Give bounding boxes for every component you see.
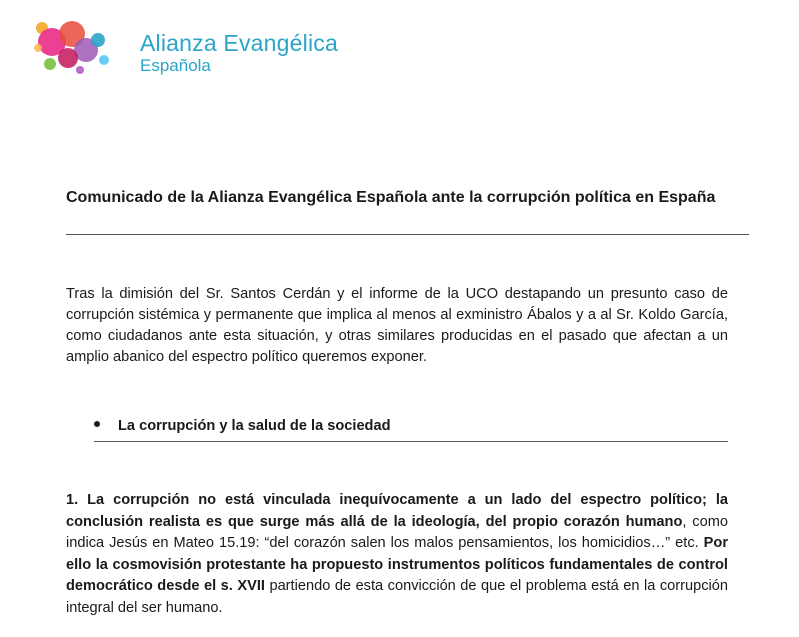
section-divider bbox=[94, 441, 728, 442]
point-1-text-2: partiendo de esta convicción de que el problema está en la corrupción integral del ser humano. bbox=[66, 578, 728, 616]
section-heading bbox=[94, 418, 730, 434]
intro-paragraph: Tras la dimisión del Sr. Santos Cerdán y el informe de la UCO destapando un presunto caso de corrupción sistémica y permanente que implica al menos al exministro Ábalos y a al Sr. Koldo García, como ciudadanos ante esta situación, y otras similares producidas en el pasado que afectan a un amplio abanico del espectro político queremos exponer. bbox=[66, 286, 728, 365]
bullet-icon bbox=[94, 421, 100, 427]
point-1-bold-1: 1. La corrupción no está vinculada inequívocamente a un lado del espectro político; la conclusión realista es que surge más allá de la ideología, del propio corazón humano bbox=[66, 492, 728, 530]
organization-logo bbox=[28, 12, 338, 82]
logo-subtitle: Española bbox=[140, 56, 211, 75]
point-1-text-1: , como indica Jesús en Mateo 15.19: “del corazón salen los malos pensamientos, los homicidios…” etc. bbox=[66, 513, 728, 551]
document-title: Comunicado de la Alianza Evangélica Española ante la corrupción política en España bbox=[66, 189, 716, 206]
logo-mark-icon bbox=[28, 12, 118, 78]
title-divider bbox=[66, 234, 749, 235]
logo-title: Alianza Evangélica bbox=[140, 30, 338, 56]
section-heading-text: La corrupción y la salud de la sociedad bbox=[118, 418, 391, 434]
point-1-paragraph bbox=[66, 490, 728, 619]
point-1-bold-2: Por ello la cosmovisión protestante ha propuesto instrumentos políticos fundamentales de control democrático desde el s. XVII bbox=[66, 535, 728, 594]
